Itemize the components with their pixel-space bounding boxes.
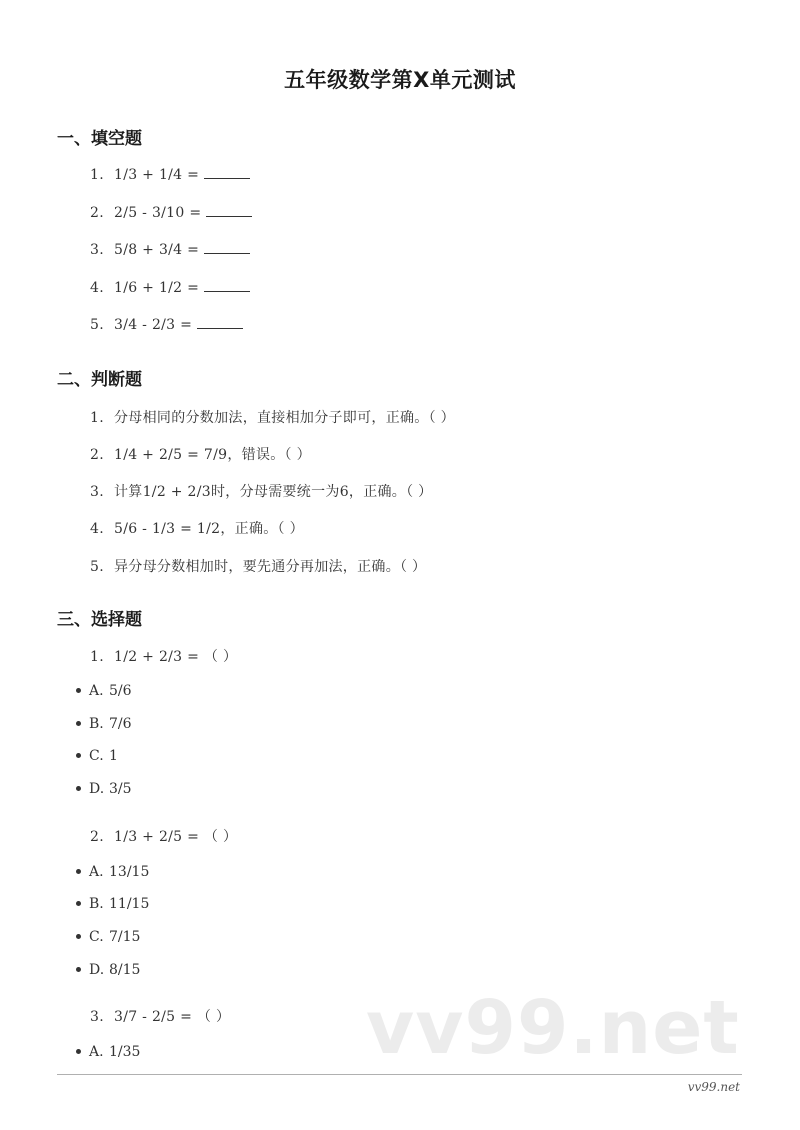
page-title: 五年级数学第X单元测试 [284,68,516,92]
list-item: 5. 3/4 - 2/3 = [90,316,243,333]
answer-blank[interactable] [204,166,250,179]
list-item: 4. 5/6 - 1/3 = 1/2，正确。（ ） [90,521,304,537]
bullet-icon [76,1049,81,1054]
bullet-icon [76,869,81,874]
choice-option[interactable]: D. 8/15 [76,962,140,978]
list-item: 2. 2/5 - 3/10 = [90,204,252,221]
footer-divider [57,1074,742,1075]
answer-blank[interactable] [197,316,243,329]
bullet-icon [76,753,81,758]
bullet-icon [76,934,81,939]
choice-option[interactable]: C. 7/15 [76,929,140,945]
list-item: 1. 1/3 + 1/4 = [90,166,250,183]
bullet-icon [76,786,81,791]
answer-blank[interactable] [204,241,250,254]
list-item: 1. 分母相同的分数加法，直接相加分子即可，正确。（ ） [90,410,455,426]
section-title-fill-blank: 一、填空题 [57,129,142,149]
bullet-icon [76,967,81,972]
list-item: 3. 5/8 + 3/4 = [90,241,250,258]
choice-option[interactable]: B. 7/6 [76,716,132,732]
choice-option[interactable]: A. 5/6 [76,683,132,699]
section-title-true-false: 二、判断题 [57,370,142,390]
choice-option[interactable]: A. 1/35 [76,1044,140,1060]
answer-blank[interactable] [204,279,250,292]
question: 1. 1/2 + 2/3 = （ ） [90,649,238,665]
list-item: 2. 1/4 + 2/5 = 7/9，错误。（ ） [90,447,311,463]
list-item: 4. 1/6 + 1/2 = [90,279,250,296]
section-title-multiple-choice: 三、选择题 [57,610,142,630]
bullet-icon [76,901,81,906]
choice-option[interactable]: A. 13/15 [76,864,149,880]
question: 3. 3/7 - 2/5 = （ ） [90,1009,231,1025]
footer-site-label: vv99.net [687,1080,740,1094]
list-item: 5. 异分母分数相加时，要先通分再加法，正确。（ ） [90,559,427,575]
question: 2. 1/3 + 2/5 = （ ） [90,829,238,845]
choice-option[interactable]: B. 11/15 [76,896,149,912]
answer-blank[interactable] [206,204,252,217]
choice-option[interactable]: D. 3/5 [76,781,132,797]
bullet-icon [76,721,81,726]
bullet-icon [76,688,81,693]
list-item: 3. 计算1/2 + 2/3时，分母需要统一为6，正确。（ ） [90,484,433,500]
watermark: vv99.net [366,985,740,1071]
choice-option[interactable]: C. 1 [76,748,118,764]
